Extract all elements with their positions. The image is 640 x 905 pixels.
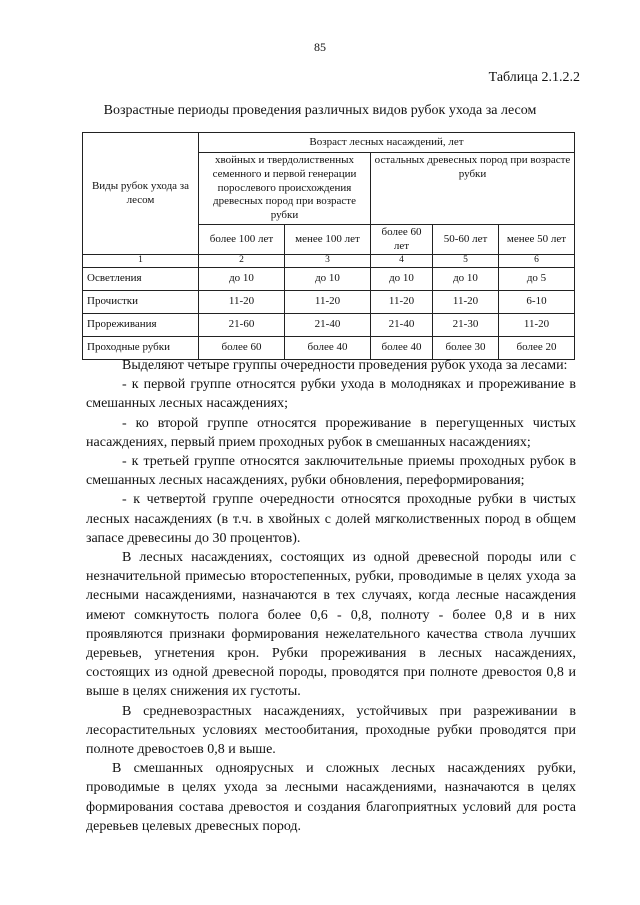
- table-cell: более 20: [499, 337, 575, 360]
- paragraph-middle-aged: В средневозрастных насаждениях, устойчивых при разреживании в лесорастительных условиях местообитания, проходные рубки проводятся при полноте древостоев 0,8 и выше.: [86, 703, 576, 758]
- paragraph-mixed-stands: В смешанных одноярусных и сложных лесных насаждениях рубки, проводимые в целях ухода за лесными насаждениями, назначаются в целях формирования состава древостоя и создания благоприятных условий для роста деревьев целевых древесных пород.: [86, 761, 576, 834]
- column-header-age: менее 100 лет: [285, 224, 371, 255]
- row-label: Проходные рубки: [83, 337, 199, 360]
- table-cell: до 10: [371, 268, 433, 291]
- table-cell: до 10: [285, 268, 371, 291]
- column-header-age: менее 50 лет: [499, 224, 575, 255]
- column-number: 4: [371, 255, 433, 268]
- row-label: Осветления: [83, 268, 199, 291]
- table-label: Таблица 2.1.2.2: [488, 70, 580, 85]
- table-cell: 21-60: [199, 314, 285, 337]
- column-number: 5: [433, 255, 499, 268]
- list-item-group-2: - ко второй группе относятся прореживание в перегущенных чистых насаждениях, первый прием проходных рубок в смешанных насаждениях;: [86, 415, 576, 450]
- table-cell: 21-30: [433, 314, 499, 337]
- table-cell: более 40: [285, 337, 371, 360]
- list-item-group-1: - к первой группе относятся рубки ухода в молодняках и прореживание в смешанных лесных насаждениях;: [86, 377, 576, 412]
- table-cell: 11-20: [499, 314, 575, 337]
- table-cell: более 60: [199, 337, 285, 360]
- table-cell: 6-10: [499, 291, 575, 314]
- column-header-age-group: Возраст лесных насаждений, лет: [199, 133, 575, 153]
- table-cell: 21-40: [285, 314, 371, 337]
- table-cell: до 5: [499, 268, 575, 291]
- table-cell: 11-20: [433, 291, 499, 314]
- list-item-group-4: - к четвертой группе очередности относятся проходные рубки в чистых лесных насаждениях (в т.ч. в хвойных с долей мягколиственных пород в общем запасе древесины до 30 процентов).: [86, 492, 576, 546]
- column-header-age: 50-60 лет: [433, 224, 499, 255]
- table-cell: 11-20: [285, 291, 371, 314]
- table-cell: 11-20: [199, 291, 285, 314]
- column-number: 1: [83, 255, 199, 268]
- paragraph-pure-stands: В лесных насаждениях, состоящих из одной древесной породы или с незначительной примесью второстепенных, рубки, проводимые в целях ухода за лесными насаждениями, назначаются в тех случаях, когда лесные насаждения имеют сомкнутость полога более 0,6 - 0,8, полноту - более 0,8 и в них проявляются признаки формирования нежелательного качества ствола лучших деревьев, угнетения крон. Рубки прореживания в лесных насаждениях, состоящих из одной древесной породы, проводятся при полноте древостоя 0,8 и выше в целях снижения их густоты.: [86, 550, 576, 700]
- table-row: [83, 291, 575, 314]
- table-cell: более 30: [433, 337, 499, 360]
- row-label: Прочистки: [83, 291, 199, 314]
- table-title: Возрастные периоды проведения различных видов рубок ухода за лесом: [103, 103, 537, 118]
- column-number: 2: [199, 255, 285, 268]
- column-number: 3: [285, 255, 371, 268]
- table-cell: 11-20: [371, 291, 433, 314]
- table-cell: 21-40: [371, 314, 433, 337]
- list-item-group-3: - к третьей группе относятся заключительные приемы проходных рубок в смешанных лесных насаждениях, рубки обновления, переформирования;: [86, 454, 576, 489]
- table-header-row: [83, 133, 575, 153]
- table-cell: более 40: [371, 337, 433, 360]
- row-label: Прореживания: [83, 314, 199, 337]
- table-row: [83, 314, 575, 337]
- table-column-numbers-row: [83, 255, 575, 268]
- column-header-conifer: хвойных и твердолиственных семенного и первой генерации порослевого происхождения древесных пород при возрасте рубки: [199, 153, 371, 225]
- body-text: [86, 356, 576, 836]
- column-header-age: более 100 лет: [199, 224, 285, 255]
- column-header-cut-type: Виды рубок ухода за лесом: [83, 133, 199, 255]
- column-header-other-species: остальных древесных пород при возрасте рубки: [371, 153, 575, 225]
- table-cell: до 10: [199, 268, 285, 291]
- paragraph-intro: Выделяют четыре группы очередности проведения рубок ухода за лесами:: [122, 358, 568, 373]
- column-header-age: более 60 лет: [371, 224, 433, 255]
- age-periods-table: [82, 132, 575, 360]
- table-row: [83, 268, 575, 291]
- table-cell: до 10: [433, 268, 499, 291]
- page-number: 85: [314, 40, 326, 54]
- column-number: 6: [499, 255, 575, 268]
